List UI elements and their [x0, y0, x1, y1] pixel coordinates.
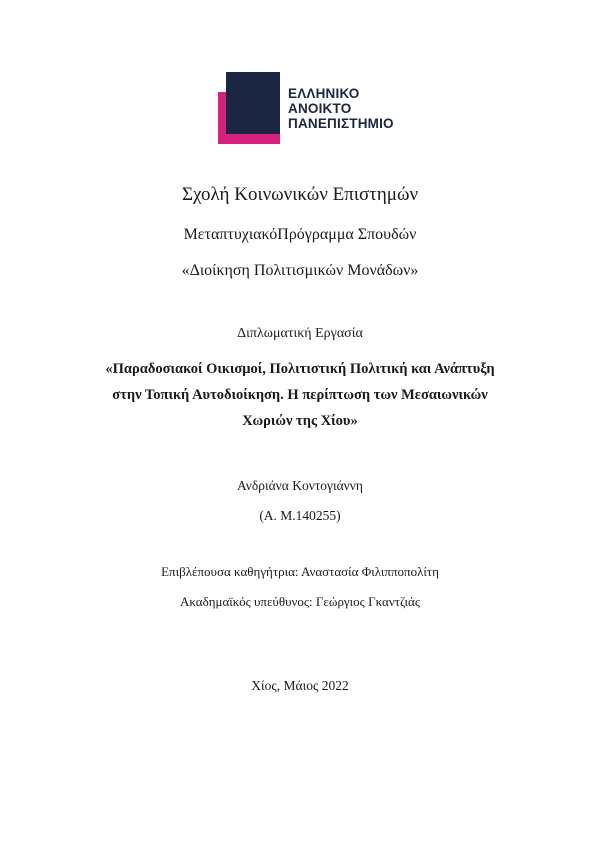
- logo-line-3: ΠΑΝΕΠΙΣΤΗΜΙΟ: [288, 116, 394, 131]
- thesis-title-line-3: Χωριών της Χίου»: [242, 413, 358, 429]
- thesis-title-line-2: στην Τοπική Αυτοδιοίκηση. Η περίπτωση των Μεσαιωνικών: [112, 387, 488, 403]
- program-name: «Διοίκηση Πολιτισμικών Μονάδων»: [181, 262, 419, 279]
- thesis-title-line-1: «Παραδοσιακοί Οικισμοί, Πολιτιστική Πολιτική και Ανάπτυξη: [105, 361, 495, 377]
- university-logo-mark: [218, 72, 280, 144]
- registration-number: (Α. Μ.140255): [259, 508, 341, 523]
- author-name: Ανδριάνα Κοντογιάννη: [237, 478, 363, 493]
- academic-advisor: Ακαδημαϊκός υπεύθυνος: Γεώργιος Γκαντζιάς: [179, 594, 421, 609]
- thesis-title: [60, 356, 540, 434]
- logo-line-2: ΑΝΟΙΚΤΟ: [288, 101, 352, 116]
- school-name: Σχολή Κοινωνικών Επιστημών: [181, 184, 419, 205]
- program-label: ΜεταπτυχιακόΠρόγραμμα Σπουδών: [183, 226, 417, 243]
- supervisor: Επιβλέπουσα καθηγήτρια: Αναστασία Φιλιπποπολίτη: [161, 564, 439, 579]
- university-logo: [218, 72, 408, 144]
- university-logo-text: [288, 86, 394, 131]
- place-date: Χίος, Μάιος 2022: [251, 678, 349, 693]
- logo-line-1: ΕΛΛΗΝΙΚΟ: [288, 86, 360, 101]
- document-type: Διπλωματική Εργασία: [237, 326, 363, 341]
